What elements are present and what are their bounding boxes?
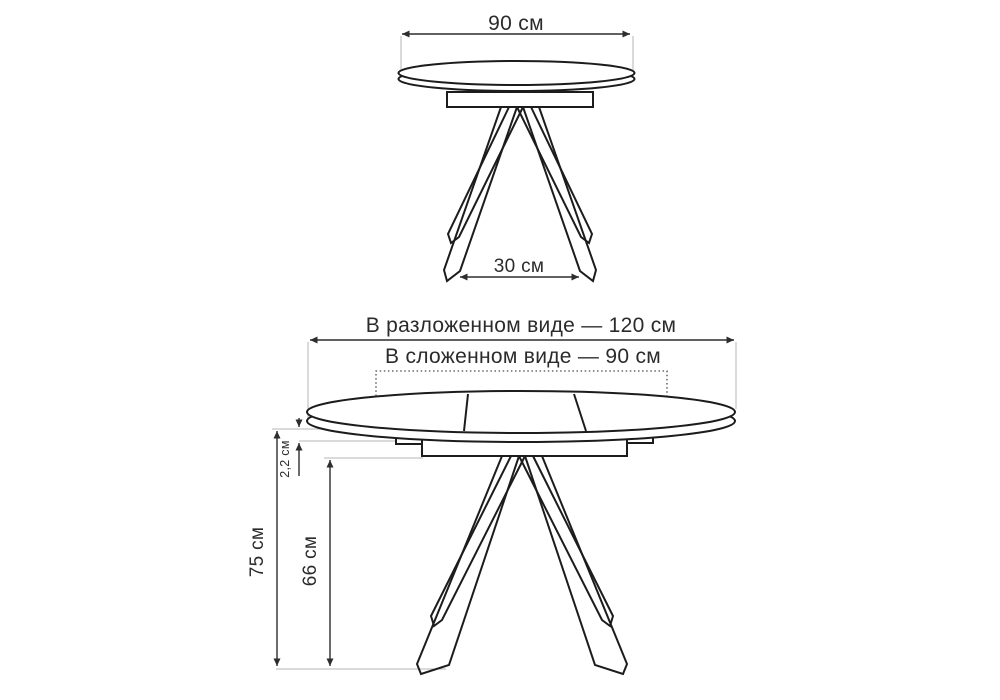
tabletop-surface-top-view: [399, 61, 635, 85]
total-height-label: 75 см: [247, 526, 268, 578]
apron-top-view: [447, 92, 593, 107]
top-view: [399, 12, 635, 281]
side-view: [247, 314, 736, 674]
folded-width-label: В сложенном виде — 90 см: [385, 345, 661, 368]
tabletop-surface-side-view: [307, 391, 735, 433]
tabletop-thickness-label: 2,2 см: [278, 440, 292, 478]
table-leg-back-left: [448, 107, 523, 243]
extended-width-label: В разложенном виде — 120 см: [365, 314, 677, 337]
table-leg-front-left: [417, 456, 519, 674]
table-leg-back-right: [517, 107, 592, 243]
table-leg-front-right: [525, 456, 627, 674]
tabletop-width-label: 90 см: [488, 12, 544, 35]
underframe-height-label: 66 см: [300, 535, 321, 587]
leg-span-label: 30 см: [493, 256, 545, 277]
